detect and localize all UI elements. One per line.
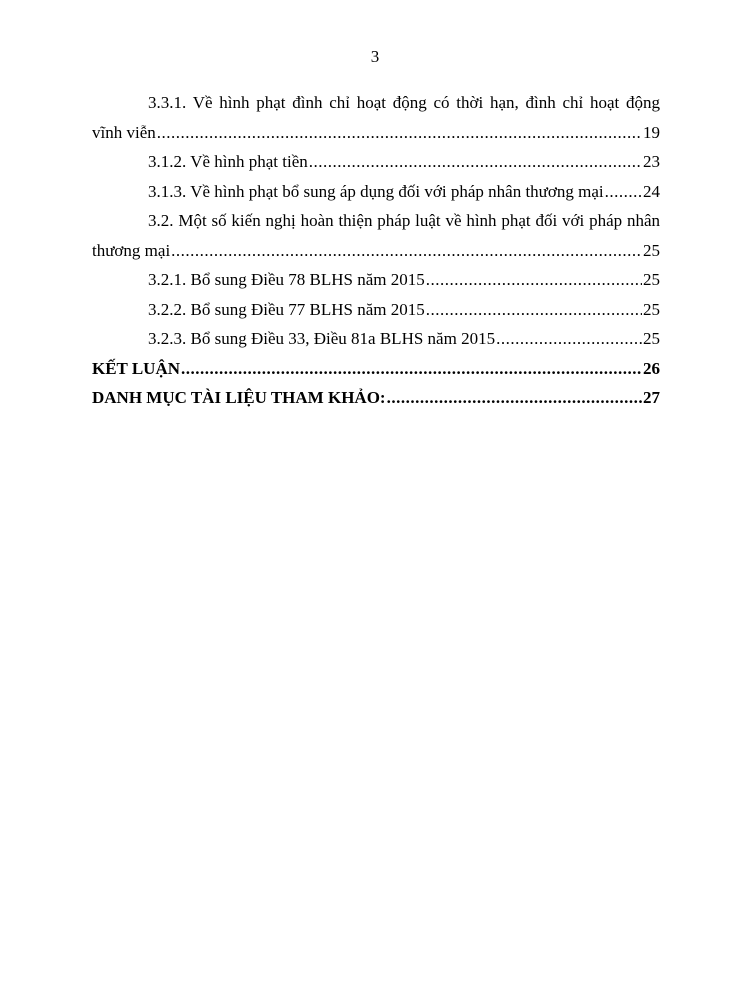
toc-entry-3-2-2[interactable] bbox=[92, 295, 660, 325]
toc-entry-label: 3.1.2. Về hình phạt tiền bbox=[148, 152, 308, 171]
dot-leader bbox=[496, 324, 642, 354]
toc-entry-label: 3.2.3. Bổ sung Điều 33, Điều 81a BLHS năm 2015 bbox=[148, 329, 496, 348]
toc-page-number: 23 bbox=[643, 152, 660, 171]
toc-page-number: 19 bbox=[643, 122, 660, 142]
toc-entry-label: 3.2. Một số kiến nghị hoàn thiện pháp luật về hình phạt đối với pháp nhân bbox=[148, 211, 660, 230]
toc-entry-3-2-line2[interactable] bbox=[92, 236, 660, 266]
toc-entry-3-2-1[interactable] bbox=[92, 265, 660, 295]
toc-page-number: 26 bbox=[643, 358, 660, 378]
table-of-contents bbox=[92, 88, 660, 413]
dot-leader bbox=[181, 354, 642, 384]
toc-entry-3-3-1-line2[interactable] bbox=[92, 118, 660, 148]
page-number: 3 bbox=[370, 47, 380, 66]
dot-leader bbox=[426, 265, 642, 295]
toc-entry-label: thương mại bbox=[92, 240, 171, 260]
toc-entry-3-2-3[interactable] bbox=[92, 324, 660, 354]
toc-entry-label: vĩnh viễn bbox=[92, 122, 156, 142]
toc-entry-3-3-1-line1 bbox=[92, 88, 660, 118]
dot-leader bbox=[157, 118, 642, 148]
dot-leader bbox=[387, 383, 642, 413]
dot-leader bbox=[171, 236, 642, 266]
toc-page-number: 25 bbox=[643, 240, 660, 260]
toc-entry-ket-luan[interactable] bbox=[92, 354, 660, 384]
toc-page-number: 24 bbox=[643, 181, 660, 201]
toc-page-number: 27 bbox=[643, 388, 660, 407]
toc-page-number: 25 bbox=[643, 299, 660, 319]
toc-entry-3-1-3[interactable] bbox=[92, 177, 660, 207]
toc-page-number: 25 bbox=[643, 270, 660, 289]
toc-entry-label: 3.2.1. Bổ sung Điều 78 BLHS năm 2015 bbox=[148, 270, 425, 289]
dot-leader bbox=[426, 295, 642, 325]
dot-leader bbox=[309, 147, 642, 177]
toc-entry-label: KẾT LUẬN bbox=[92, 358, 181, 378]
toc-entry-3-2-line1 bbox=[92, 206, 660, 236]
toc-entry-label: 3.3.1. Về hình phạt đình chỉ hoạt động có thời hạn, đình chỉ hoạt động bbox=[148, 93, 660, 112]
toc-entry-label: 3.1.3. Về hình phạt bổ sung áp dụng đối với pháp nhân thương mại bbox=[148, 181, 604, 201]
toc-entry-3-1-2[interactable] bbox=[92, 147, 660, 177]
toc-entry-label: DANH MỤC TÀI LIỆU THAM KHẢO: bbox=[92, 388, 386, 407]
toc-page-number: 25 bbox=[643, 329, 660, 348]
dot-leader bbox=[605, 177, 642, 207]
toc-entry-label: 3.2.2. Bổ sung Điều 77 BLHS năm 2015 bbox=[148, 299, 425, 319]
toc-entry-danh-muc-tai-lieu[interactable] bbox=[92, 383, 660, 413]
